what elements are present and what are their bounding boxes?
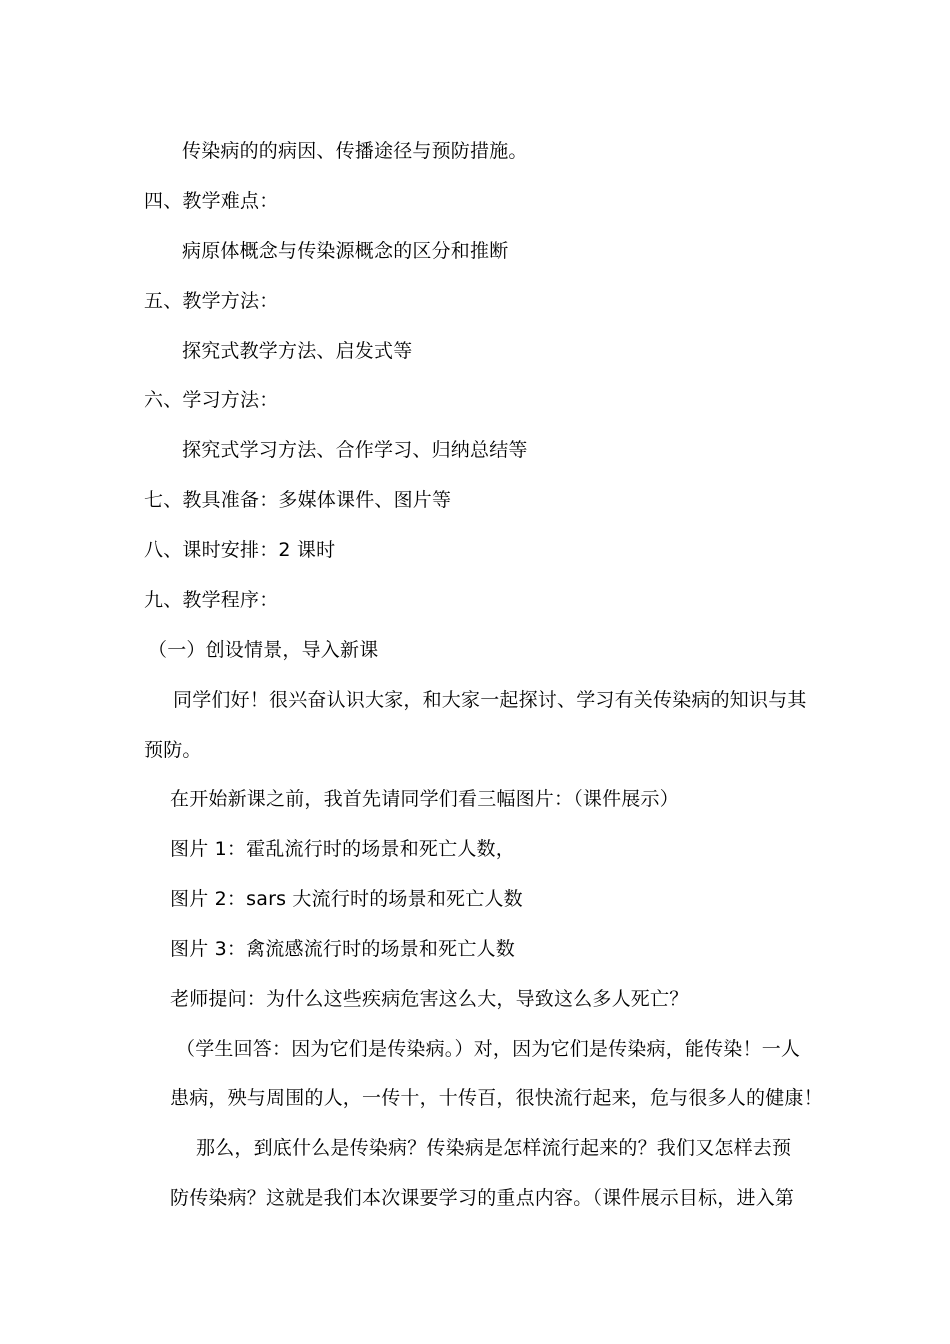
section-heading: 五、教学方法： bbox=[144, 290, 279, 312]
text-line: （学生回答：因为它们是传染病。）对，因为它们是传染病，能传染！一人 bbox=[176, 1038, 801, 1060]
text-line: 那么，到底什么是传染病？传染病是怎样流行起来的？我们又怎样去预 bbox=[196, 1137, 792, 1159]
text-line: 老师提问：为什么这些疾病危害这么大，导致这么多人死亡？ bbox=[170, 988, 689, 1010]
text-line: 图片 1：霍乱流行时的场景和死亡人数， bbox=[170, 838, 515, 860]
text-line: 患病，殃与周围的人，一传十，十传百，很快流行起来，危与很多人的健康！ bbox=[170, 1087, 823, 1109]
text-line: 病原体概念与传染源概念的区分和推断 bbox=[182, 240, 509, 262]
text-line: 传染病的的病因、传播途径与预防措施。 bbox=[182, 140, 528, 162]
text-line: 图片 3：禽流感流行时的场景和死亡人数 bbox=[170, 938, 515, 960]
text-line: 探究式学习方法、合作学习、归纳总结等 bbox=[182, 439, 528, 461]
text-line: 预防。 bbox=[144, 739, 202, 761]
text-line: 探究式教学方法、启发式等 bbox=[182, 340, 413, 362]
text-line: 防传染病？这就是我们本次课要学习的重点内容。（课件展示目标，进入第 bbox=[170, 1187, 795, 1209]
section-heading: 四、教学难点： bbox=[144, 190, 279, 212]
text-line: 在开始新课之前，我首先请同学们看三幅图片：（课件展示） bbox=[170, 788, 679, 810]
text-line: 同学们好！很兴奋认识大家，和大家一起探讨、学习有关传染病的知识与其 bbox=[173, 689, 807, 711]
section-heading: 七、教具准备：多媒体课件、图片等 bbox=[144, 489, 452, 511]
text-line: 图片 2：sars 大流行时的场景和死亡人数 bbox=[170, 888, 523, 910]
section-heading: 八、课时安排：2 课时 bbox=[144, 539, 336, 561]
section-heading: 六、学习方法： bbox=[144, 389, 279, 411]
section-heading: 九、教学程序： bbox=[144, 589, 279, 611]
subsection-heading: （一）创设情景，导入新课 bbox=[148, 639, 379, 661]
